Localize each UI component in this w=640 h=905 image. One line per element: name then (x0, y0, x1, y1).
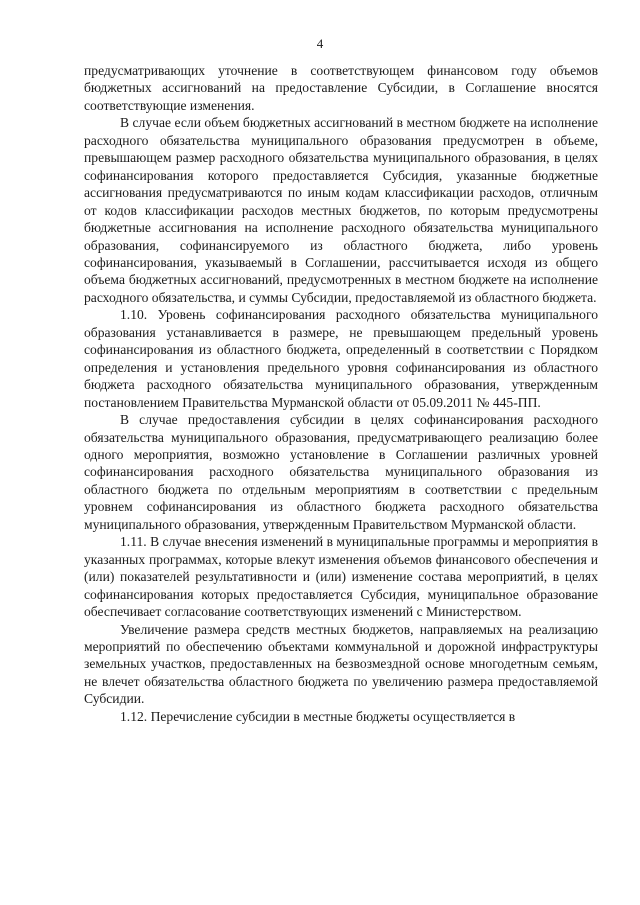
paragraph-cofinancing-levels: В случае предоставления субсидии в целях софинансирования расходного обязательства муниципального образования, предусматривающего реализацию более одного мероприятия, возможно установление в Соглашении различных уровней софинансирования расходного обязательства муниципального образования из областного бюджета по отдельным мероприятиям в соответствии с предельным уровнем софинансирования из областного бюджета расходного обязательства муниципального образования, утвержденным Правительством Мурманской области. (84, 412, 598, 532)
paragraph-budget-allocations: В случае если объем бюджетных ассигнований в местном бюджете на исполнение расходного обязательства муниципального образования предусмотрен в объеме, превышающем размер расходного обязательства муниципального образования, в целях софинансирования которого предоставляется Субсидия, указанные бюджетные ассигнования предусматриваются по иным кодам классификации расходов, отличным от кодов классификации расходов местных бюджетов, по которым предусмотрены бюджетные ассигнования на исполнение расходного обязательства муниципального образования, софинансируемого из областного бюджета, либо уровень софинансирования, указываемый в Соглашении, рассчитывается исходя из общего объема бюджетных ассигнований, предусмотренных в местном бюджете на исполнение расходного обязательства, и суммы Субсидии, предоставляемой из областного бюджета. (84, 115, 598, 305)
paragraph-clause-1-10: 1.10. Уровень софинансирования расходного обязательства муниципального образования устанавливается в размере, не превышающем предельный уровень софинансирования из областного бюджета, определенный в соответствии с Порядком определения и установления предельного уровня софинансирования из областного бюджета расходного обязательства муниципального образования, утвержденным постановлением Правительства Мурманской области от 05.09.2011 № 445-ПП. (84, 307, 598, 410)
paragraph-clause-1-11: 1.11. В случае внесения изменений в муниципальные программы и мероприятия в указанных программах, которые влекут изменения объемов финансового обеспечения и (или) показателей результативности и (или) изменение состава мероприятий, в целях софинансирования которых предоставляется Субсидия, муниципальное образование обеспечивает согласование соответствующих изменений с Министерством. (84, 534, 598, 620)
paragraph-continuation: предусматривающих уточнение в соответствующем финансовом году объемов бюджетных ассигнований на предоставление Субсидии, в Соглашение вносятся соответствующие изменения. (84, 63, 598, 113)
paragraph-local-budget-increase: Увеличение размера средств местных бюджетов, направляемых на реализацию мероприятий по обеспечению объектами коммунальной и дорожной инфраструктуры земельных участков, предоставленных на безвозмездной основе многодетным семьям, не влечет обязательства областного бюджета по увеличению размера предоставляемой Субсидии. (84, 621, 598, 707)
paragraph-clause-1-12: 1.12. Перечисление субсидии в местные бюджеты осуществляется в (120, 708, 516, 724)
page-number: 4 (316, 36, 324, 51)
document-body (84, 62, 598, 725)
